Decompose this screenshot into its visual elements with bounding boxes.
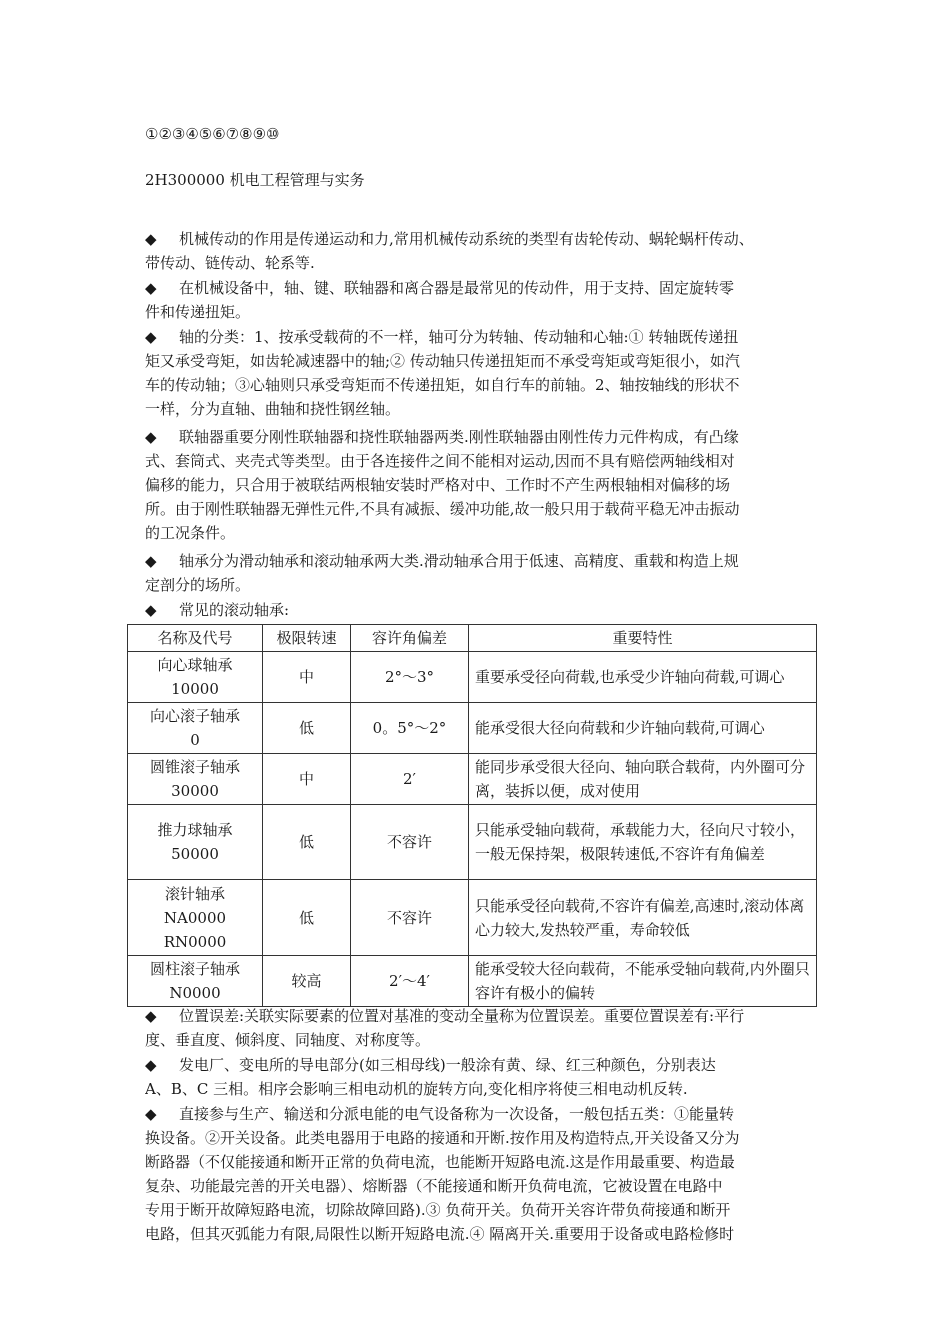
paragraph-line: 断路器（不仅能接通和断开正常的负荷电流，也能断开短路电流.这是作用最重要、构造最 bbox=[145, 1153, 735, 1171]
paragraph-line: ◆ 直接参与生产、输送和分派电能的电气设备称为一次设备，一般包括五类：①能量转 bbox=[145, 1102, 825, 1126]
paragraph-line: 带传动、链传动、轮系等. bbox=[145, 254, 315, 272]
table-row bbox=[128, 703, 817, 754]
limit-speed: 低 bbox=[263, 703, 351, 754]
bullet-icon: ◆ bbox=[145, 230, 157, 248]
paragraph-line: ◆ 机械传动的作用是传递运动和力,常用机械传动系统的类型有齿轮传动、蜗轮蜗杆传动、 bbox=[145, 227, 825, 251]
paragraph-line: 偏移的能力，只合用于被联结两根轴安装时严格对中、工作时不产生两根轴相对偏移的场 bbox=[145, 476, 731, 494]
bullet-icon: ◆ bbox=[145, 552, 157, 570]
paragraph-line: 矩又承受弯矩，如齿轮减速器中的轴;② 传动轴只传递扭矩而不承受弯矩或弯矩很小，如汽 bbox=[145, 352, 740, 370]
column-header: 重要特性 bbox=[469, 625, 817, 652]
table-row bbox=[128, 652, 817, 703]
limit-speed: 低 bbox=[263, 880, 351, 956]
allowed-angle: 2°～3° bbox=[351, 652, 469, 703]
paragraph-line: 件和传递扭矩。 bbox=[145, 303, 251, 321]
paragraph-line: 专用于断开故障短路电流，切除故障回路).③ 负荷开关。负荷开关容许带负荷接通和断开 bbox=[145, 1201, 731, 1219]
paragraph-line: 度、垂直度、倾斜度、同轴度、对称度等。 bbox=[145, 1031, 431, 1049]
limit-speed: 中 bbox=[263, 754, 351, 805]
circled-numerals: ①②③④⑤⑥⑦⑧⑨⑩ bbox=[145, 125, 280, 143]
paragraph-line: ◆ 轴的分类：1、按承受载荷的不一样，轴可分为转轴、传动轴和心轴:① 转轴既传递扭 bbox=[145, 325, 825, 349]
allowed-angle: 不容许 bbox=[351, 805, 469, 880]
bearing-name: 滚针轴承 NA0000 RN0000 bbox=[128, 880, 263, 956]
bullet-icon: ◆ bbox=[145, 601, 157, 619]
allowed-angle: 不容许 bbox=[351, 880, 469, 956]
table-row bbox=[128, 805, 817, 880]
paragraph-line: 换设备。②开关设备。此类电器用于电路的接通和开断.按作用及构造特点,开关设备又分为 bbox=[145, 1129, 740, 1147]
key-feature: 只能承受轴向载荷，承载能力大，径向尺寸较小，一般无保持架，极限转速低,不容许有角偏差 bbox=[469, 805, 817, 880]
key-feature: 能同步承受很大径向、轴向联合载荷，内外圈可分离，装拆以便，成对使用 bbox=[469, 754, 817, 805]
key-feature: 能承受较大径向载荷，不能承受轴向载荷,内外圈只容许有极小的偏转 bbox=[469, 956, 817, 1007]
bullet-icon: ◆ bbox=[145, 1105, 157, 1123]
bearing-table bbox=[127, 624, 817, 1007]
bearing-name: 向心球轴承 10000 bbox=[128, 652, 263, 703]
bearing-name: 向心滚子轴承 0 bbox=[128, 703, 263, 754]
column-header: 名称及代号 bbox=[128, 625, 263, 652]
paragraph-line: 车的传动轴；③心轴则只承受弯矩而不传递扭矩，如自行车的前轴。2、轴按轴线的形状不 bbox=[145, 376, 740, 394]
key-feature: 重要承受径向荷载,也承受少许轴向荷载,可调心 bbox=[469, 652, 817, 703]
table-header-row bbox=[128, 625, 817, 652]
paragraph-line: ◆ 常见的滚动轴承: bbox=[145, 598, 825, 622]
paragraph-line: ◆ 发电厂、变电所的导电部分(如三相母线)一般涂有黄、绿、红三种颜色，分别表达 bbox=[145, 1053, 825, 1077]
bullet-icon: ◆ bbox=[145, 428, 157, 446]
paragraph-line: 定剖分的场所。 bbox=[145, 576, 251, 594]
paragraph-line: A、B、C 三相。相序会影响三相电动机的旋转方向,变化相序将使三相电动机反转. bbox=[145, 1080, 688, 1098]
table-row bbox=[128, 880, 817, 956]
allowed-angle: 2′ bbox=[351, 754, 469, 805]
limit-speed: 中 bbox=[263, 652, 351, 703]
allowed-angle: 0。5°～2° bbox=[351, 703, 469, 754]
key-feature: 能承受很大径向荷载和少许轴向载荷,可调心 bbox=[469, 703, 817, 754]
table-row bbox=[128, 956, 817, 1007]
paragraph-line: ◆ 轴承分为滑动轴承和滚动轴承两大类.滑动轴承合用于低速、高精度、重载和构造上规 bbox=[145, 549, 825, 573]
paragraph-line: 式、套筒式、夹壳式等类型。由于各连接件之间不能相对运动,因而不具有赔偿两轴线相对 bbox=[145, 452, 735, 470]
table-row bbox=[128, 754, 817, 805]
key-feature: 只能承受径向载荷,不容许有偏差,高速时,滚动体离心力较大,发热较严重，寿命较低 bbox=[469, 880, 817, 956]
column-header: 极限转速 bbox=[263, 625, 351, 652]
limit-speed: 低 bbox=[263, 805, 351, 880]
bearing-name: 圆柱滚子轴承 N0000 bbox=[128, 956, 263, 1007]
paragraph-line: ◆ 位置误差:关联实际要素的位置对基准的变动全量称为位置误差。重要位置误差有:平行 bbox=[145, 1004, 825, 1028]
bullet-icon: ◆ bbox=[145, 1007, 157, 1025]
paragraph-line: 一样，分为直轴、曲轴和挠性钢丝轴。 bbox=[145, 400, 401, 418]
column-header: 容许角偏差 bbox=[351, 625, 469, 652]
paragraph-line: 电路，但其灭弧能力有限,局限性以断开短路电流.④ 隔离开关.重要用于设备或电路检修时 bbox=[145, 1225, 735, 1243]
limit-speed: 较高 bbox=[263, 956, 351, 1007]
paragraph-line: 的工况条件。 bbox=[145, 524, 236, 542]
paragraph-line: 复杂、功能最完善的开关电器）、熔断器（不能接通和断开负荷电流，它被设置在电路中 bbox=[145, 1177, 723, 1195]
allowed-angle: 2′～4′ bbox=[351, 956, 469, 1007]
bullet-icon: ◆ bbox=[145, 279, 157, 297]
bullet-icon: ◆ bbox=[145, 1056, 157, 1074]
paragraph-line: ◆ 联轴器重要分刚性联轴器和挠性联轴器两类.刚性联轴器由刚性传力元件构成，有凸缘 bbox=[145, 425, 825, 449]
paragraph-line: 所。由于刚性联轴器无弹性元件,不具有减振、缓冲功能,故一般只用于载荷平稳无冲击振动 bbox=[145, 500, 740, 518]
bearing-name: 推力球轴承 50000 bbox=[128, 805, 263, 880]
paragraph-line: ◆ 在机械设备中，轴、键、联轴器和离合器是最常见的传动件，用于支持、固定旋转零 bbox=[145, 276, 825, 300]
document-title: 2H300000 机电工程管理与实务 bbox=[145, 171, 365, 189]
bearing-name: 圆锥滚子轴承 30000 bbox=[128, 754, 263, 805]
bullet-icon: ◆ bbox=[145, 328, 157, 346]
